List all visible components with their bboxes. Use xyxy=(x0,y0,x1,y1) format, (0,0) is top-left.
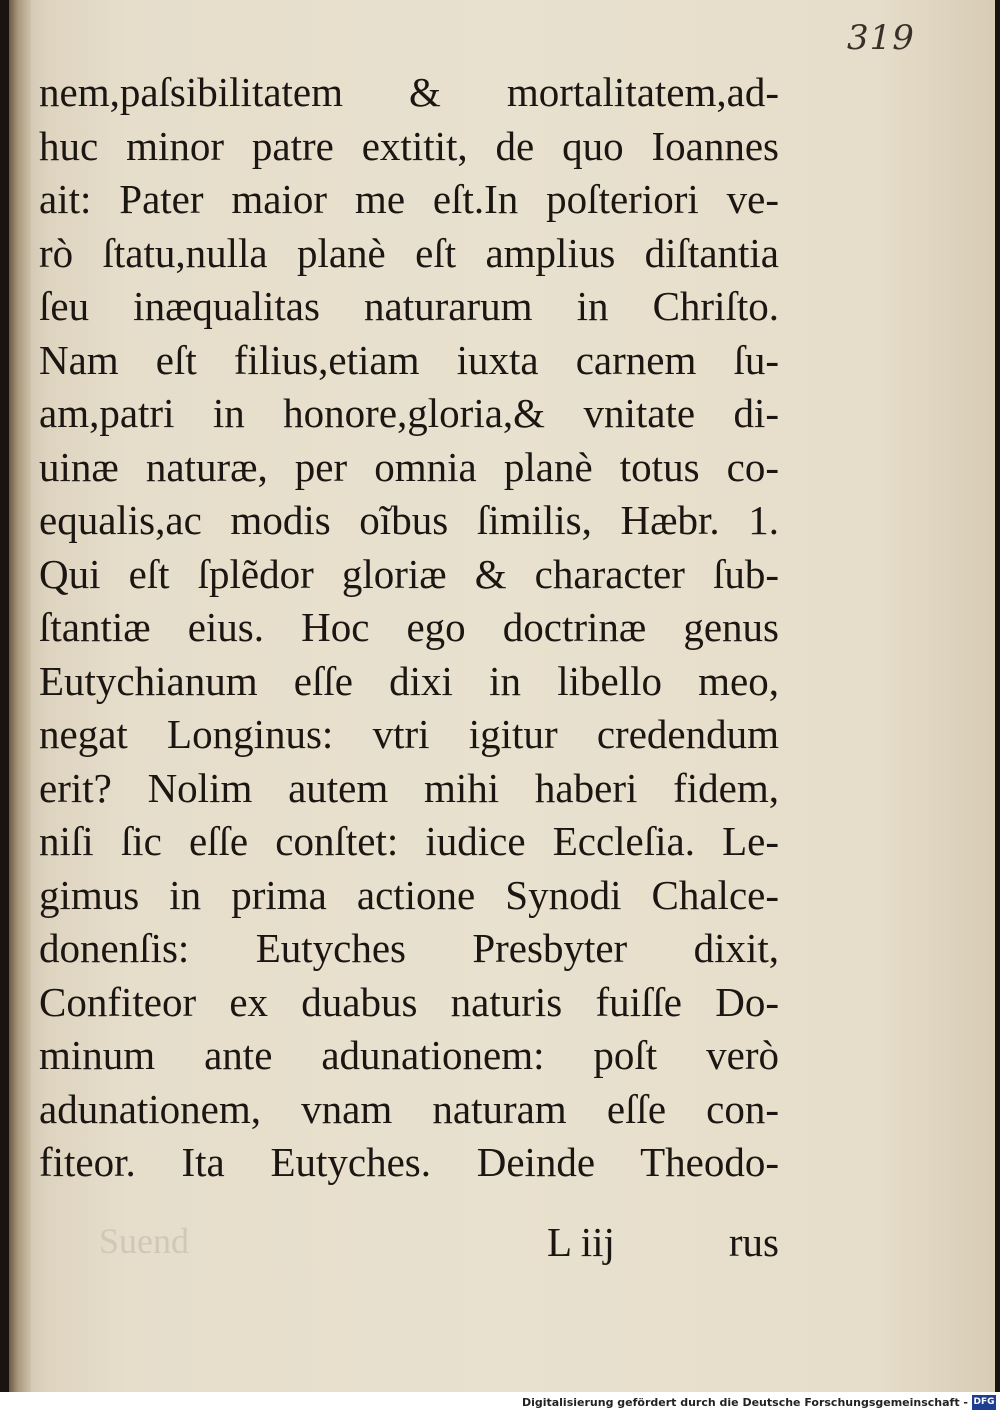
text-line: minum ante adunationem: poſt verò xyxy=(39,1032,779,1078)
catchword: rus xyxy=(728,1219,779,1265)
text-line: am,patri in honore,gloria,& vnitate di- xyxy=(39,390,779,436)
funding-credit: Digitalisierung gefördert durch die Deutsche Forschungsgemeinschaft - xyxy=(521,1396,968,1409)
text-line: huc minor patre extitit, de quo Ioannes xyxy=(39,122,779,169)
show-through-text: Suend xyxy=(99,1221,189,1261)
body-text xyxy=(39,66,779,1190)
dfg-logo: DFG xyxy=(972,1395,996,1410)
text-line: uinæ naturæ, per omnia planè totus co- xyxy=(39,443,779,490)
text-line: Eutychianum eſſe dixi in libello meo, xyxy=(39,657,779,704)
signature-mark: L iij xyxy=(547,1219,615,1265)
text-line: ſtantiæ eius. Hoc ego doctrinæ genus xyxy=(39,604,779,650)
text-line: erit? Nolim autem mihi haberi fidem, xyxy=(39,764,779,811)
text-line: fiteor. Ita Eutyches. Deinde Theodo- xyxy=(39,1139,779,1185)
page-gutter-shadow xyxy=(9,0,31,1392)
paper-page xyxy=(9,0,995,1392)
text-line: rò ſtatu,nulla planè eſt amplius diſtantia xyxy=(39,229,779,276)
text-line: gimus in prima actione Synodi Chalce- xyxy=(39,871,779,918)
text-line: Nam eſt filius,etiam iuxta carnem ſu- xyxy=(39,336,779,383)
text-line: nem,paſsibilitatem & mortalitatem,ad- xyxy=(39,69,779,115)
folio-number: 319 xyxy=(847,18,915,58)
text-line: ait: Pater maior me eſt.In poſteriori ve- xyxy=(39,176,779,222)
text-line: niſi ſic eſſe conſtet: iudice Eccleſia. Le- xyxy=(39,818,779,864)
text-line: negat Longinus: vtri igitur credendum xyxy=(39,711,779,757)
text-line: ſeu inæqualitas naturarum in Chriſto. xyxy=(39,283,779,329)
text-line: adunationem, vnam naturam eſſe con- xyxy=(39,1085,779,1132)
text-line: equalis,ac modis oĩbus ſimilis, Hæbr. 1. xyxy=(39,497,779,543)
page-footer-row xyxy=(39,1218,779,1272)
text-line: Confiteor ex duabus naturis fuiſſe Do- xyxy=(39,978,779,1025)
text-line: donenſis: Eutyches Presbyter dixit, xyxy=(39,925,779,971)
text-line: Qui eſt ſplẽdor gloriæ & character ſub- xyxy=(39,550,779,597)
digitization-footer-bar xyxy=(0,1392,1000,1416)
